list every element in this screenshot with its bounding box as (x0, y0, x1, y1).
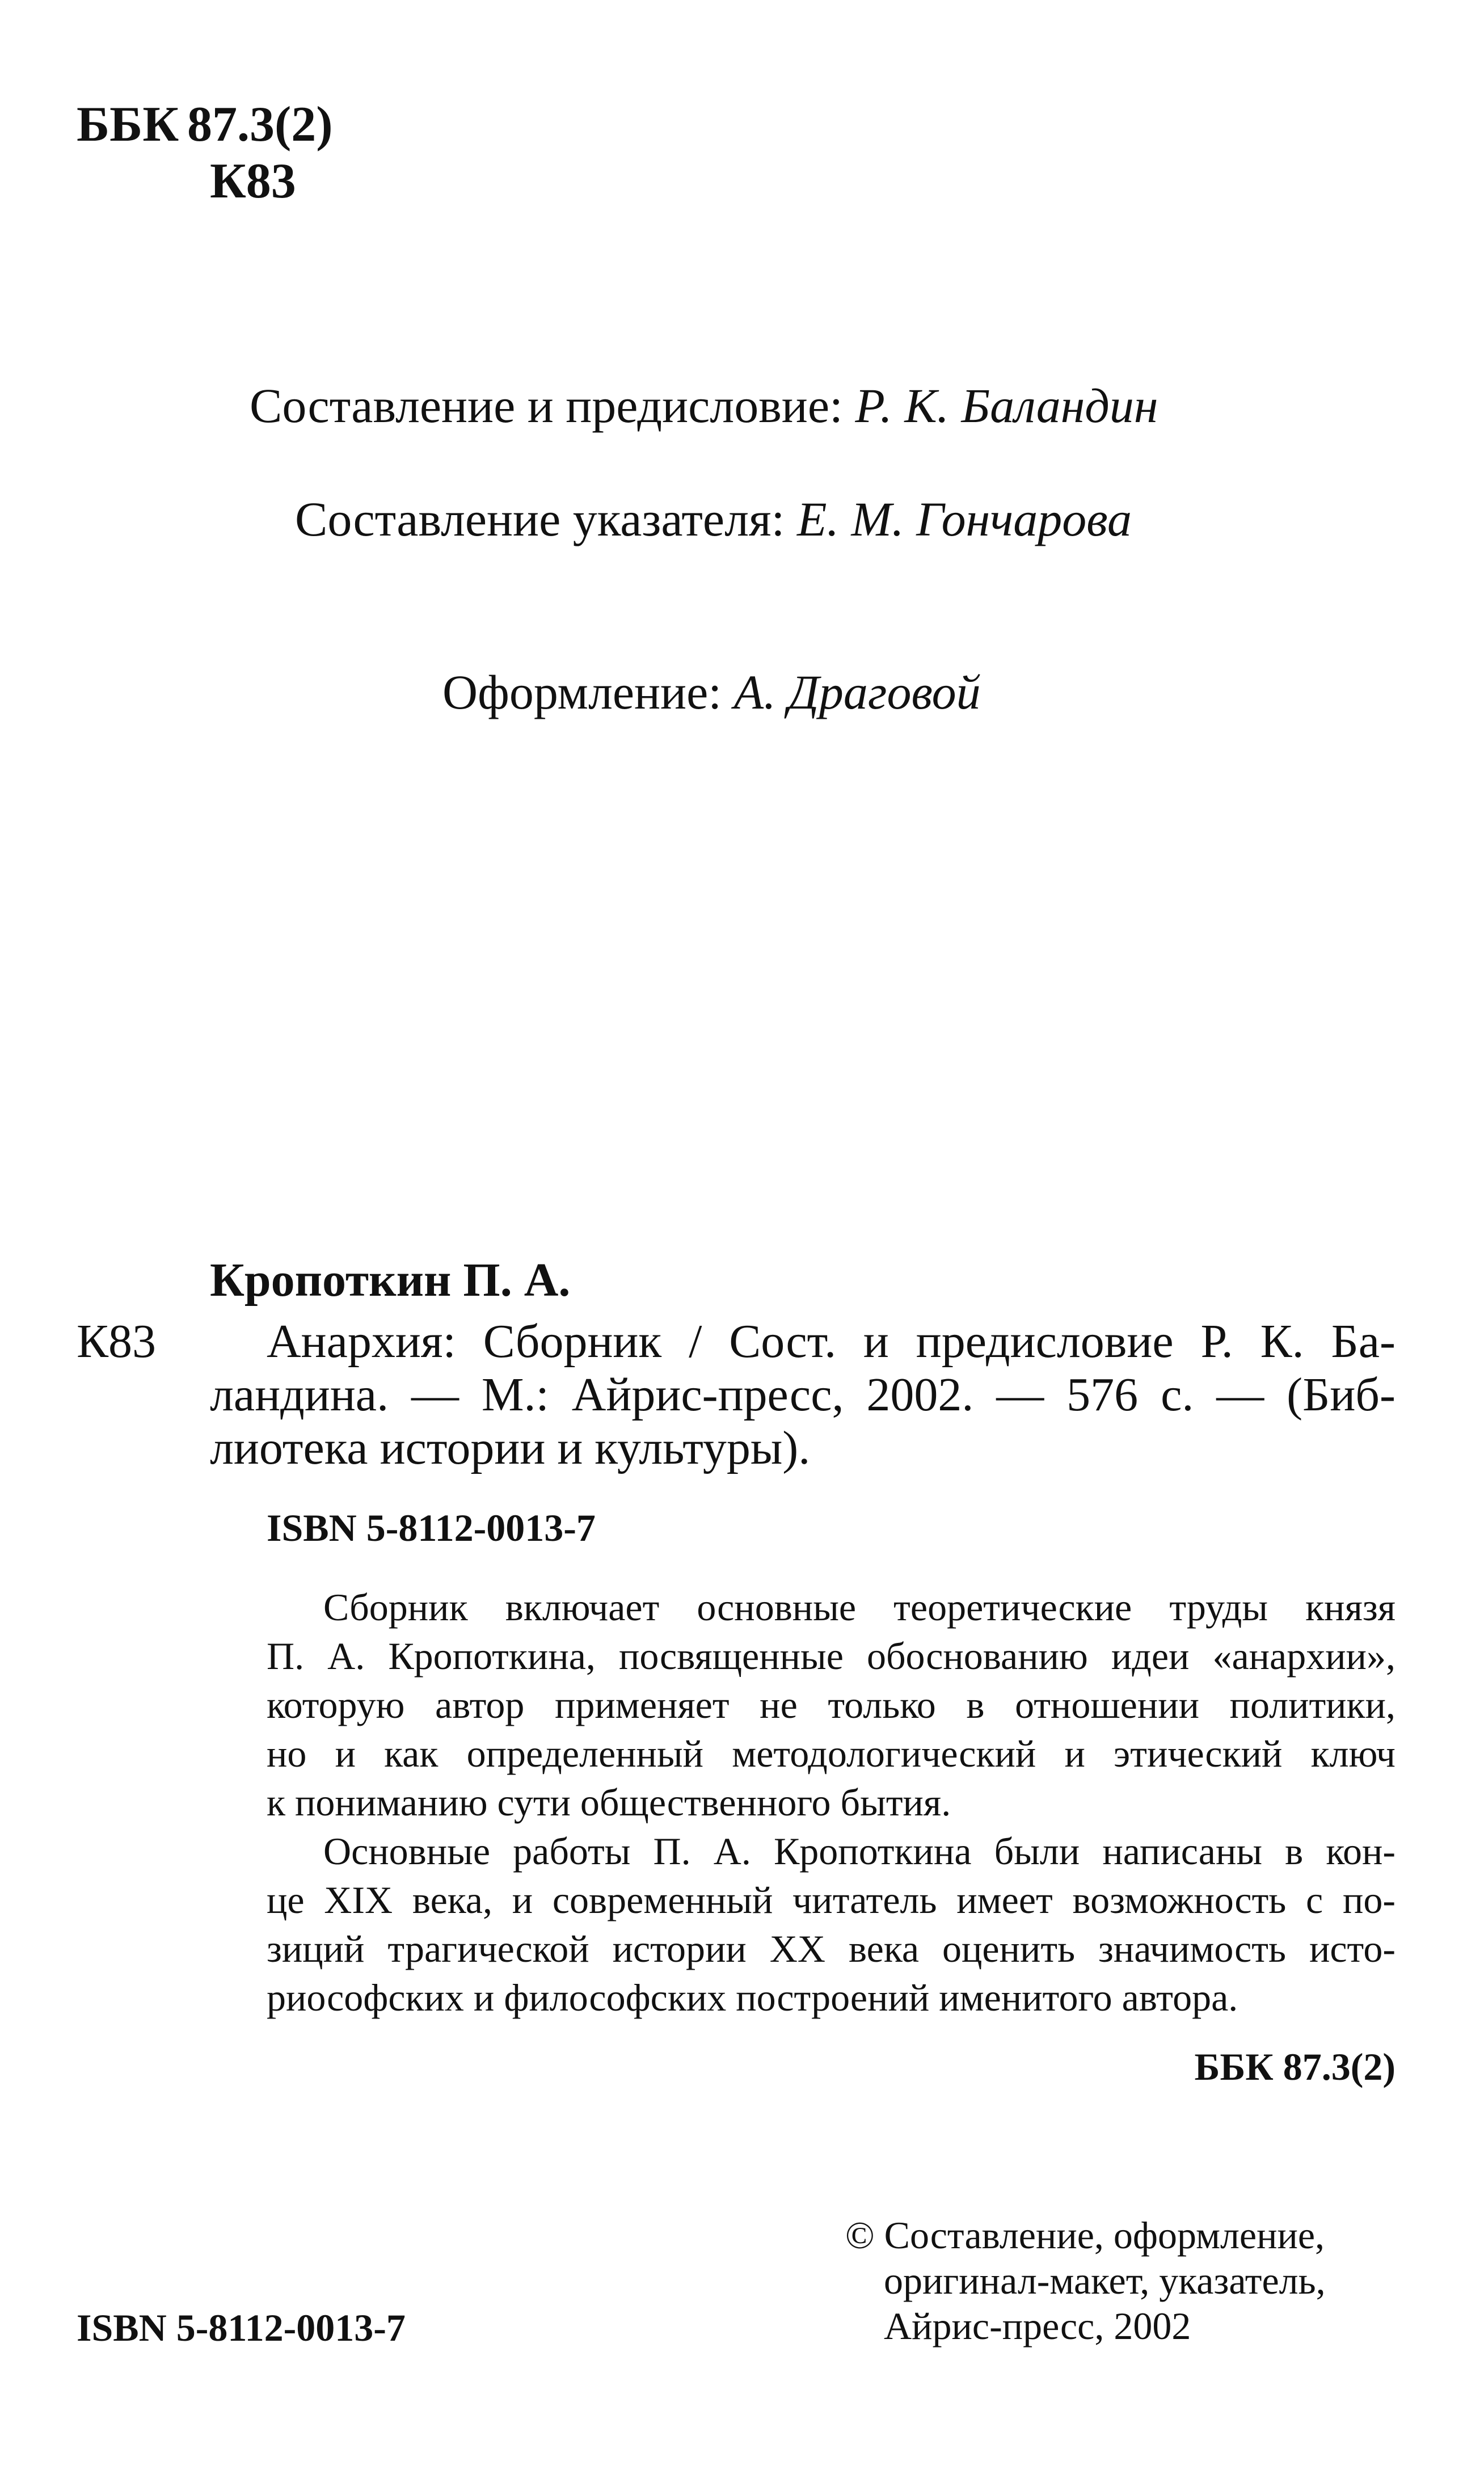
catalog-desc-line: лиотека истории и культуры). (210, 1422, 811, 1474)
annotation-line: Основные работы П. А. Кропоткина были написаны в кон- (323, 1830, 1396, 1873)
annotation-line: П. А. Кропоткина, посвященные обоснованию идеи «анархии», (267, 1634, 1396, 1678)
credit-name: Е. М. Гончарова (796, 492, 1132, 546)
author-mark: К83 (210, 154, 296, 209)
bbk-label: ББК (77, 97, 179, 152)
credit-role: Составление указателя: (295, 492, 785, 546)
copyright-line: оригинал-макет, указатель, (884, 2259, 1326, 2302)
copyright-block (845, 2212, 1326, 2349)
annotation-line: це XIX века, и современный читатель имеет возможность с по- (267, 1878, 1396, 1921)
catalog-desc-line: Анархия: Сборник / Сост. и предисловие Р. К. Ба- (267, 1315, 1396, 1368)
credit-role: Оформление: (442, 665, 722, 719)
annotation-line: зиций трагической истории XX века оценить значимость исто- (267, 1927, 1396, 1970)
annotation-line: которую автор применяет не только в отношении политики, (267, 1683, 1396, 1726)
credit-compiler (250, 377, 1158, 434)
credit-design (442, 664, 981, 720)
credit-name: А. Драговой (733, 665, 981, 719)
footer-isbn: ISBN 5-8112-0013-7 (77, 2306, 406, 2349)
bbk-code: 87.3(2) (187, 97, 333, 152)
copyright-line: © Составление, оформление, (845, 2214, 1325, 2257)
annotation-line: но и как определенный методологический и этический ключ (267, 1732, 1396, 1775)
annotation-line: Сборник включает основные теоретические труды князя (323, 1586, 1396, 1629)
catalog-mark: К83 (77, 1315, 157, 1368)
catalog-author: Кропоткин П. А. (210, 1254, 571, 1307)
copyright-line: Айрис-пресс, 2002 (884, 2304, 1191, 2348)
annotation-bbk: ББК 87.3(2) (1194, 2045, 1396, 2088)
credit-role: Составление и предисловие: (250, 378, 843, 433)
credit-name: Р. К. Баландин (855, 378, 1158, 433)
catalog-desc-line: ландина. — М.: Айрис-пресс, 2002. — 576 с. — (Биб- (210, 1368, 1396, 1421)
catalog-isbn: ISBN 5-8112-0013-7 (267, 1506, 596, 1549)
credit-index (295, 491, 1132, 547)
annotation-line: к пониманию сути общественного бытия. (267, 1781, 951, 1824)
annotation-line: риософских и философских построений именитого автора. (267, 1976, 1238, 2019)
